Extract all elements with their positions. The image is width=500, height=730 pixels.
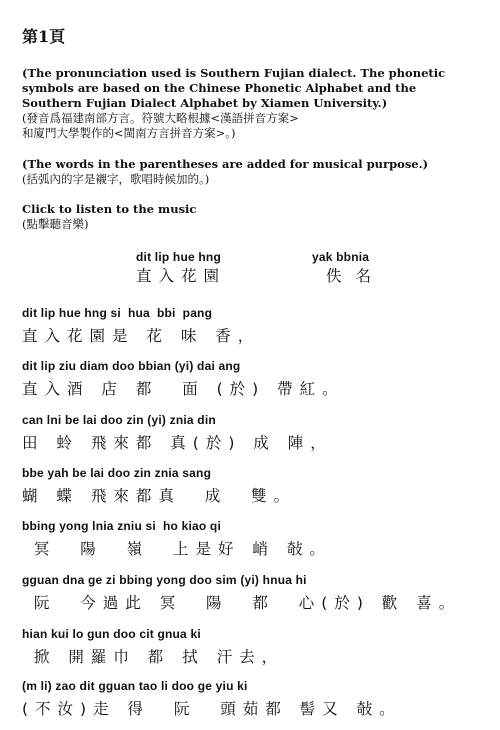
lyric-pinyin: hian kui lo gun doo cit gnua ki xyxy=(22,627,201,641)
lyric-pinyin: gguan dna ge zi bbing yong doo sim (yi) hnua hi xyxy=(22,573,307,587)
song-title-han: 直入花園 xyxy=(136,267,227,285)
lyric-line xyxy=(22,413,333,453)
pronunciation-note-en-1: (The pronunciation used is Southern Fujian dialect. The phonetic xyxy=(22,66,446,80)
lyric-line xyxy=(22,466,296,506)
parentheses-note-en: (The words in the parentheses are added for musical purpose.) xyxy=(22,157,429,171)
pronunciation-note xyxy=(22,66,445,141)
lyric-han: 掀 開羅巾 都 拭 汗去， xyxy=(22,648,285,666)
lyric-han: 直入酒 店 都 面 (於) 帶紅。 xyxy=(22,380,345,398)
lyric-han: (不汝)走 得 阮 頭茹都 髻又 敧。 xyxy=(22,700,402,718)
lyric-han: 蝴 蝶 飛來都真 成 雙。 xyxy=(22,487,297,505)
pronunciation-note-cn-1: (發音爲福建南部方言。符號大略根據<漢語拼音方案> xyxy=(22,111,299,125)
song-author xyxy=(312,250,385,286)
lyric-pinyin: bbing yong lnia zniu si ho kiao qi xyxy=(22,519,221,533)
lyric-pinyin: bbe yah be lai doo zin znia sang xyxy=(22,466,212,480)
lyric-line xyxy=(22,679,402,719)
lyric-pinyin: dit lip hue hng si hua bbi pang xyxy=(22,306,213,320)
parentheses-note-cn: (括弧內的字是襯字，歌唱時候加的。) xyxy=(22,172,210,186)
lyric-han: 阮 今過此 冥 陽 都 心(於) 歡 喜。 xyxy=(22,594,462,612)
lyric-line xyxy=(22,573,461,613)
lyric-han: 直入花園是 花 味 香， xyxy=(22,327,261,345)
pronunciation-note-en-3: Southern Fujian Dialect Alphabet by Xiamen University.) xyxy=(22,96,388,110)
song-author-pinyin: yak bbnia xyxy=(312,250,370,264)
lyric-han: 冥 陽 嶺 上是好 峭 敧。 xyxy=(22,540,332,558)
lyric-pinyin: (m li) zao dit gguan tao li doo ge yiu ki xyxy=(22,679,248,693)
pronunciation-note-cn-2: 和廈門大學製作的<閩南方言拼音方案>。) xyxy=(22,126,236,140)
lyric-han: 田 蛉 飛來都 真(於) 成 陣， xyxy=(22,434,333,452)
pronunciation-note-en-2: symbols are based on the Chinese Phonetic Alphabet and the xyxy=(22,81,417,95)
lyric-line xyxy=(22,627,284,667)
page-number: 第1頁 xyxy=(22,27,66,46)
song-author-han: 佚名 xyxy=(326,267,386,285)
song-title xyxy=(136,250,226,286)
lyric-pinyin: can lni be lai doo zin (yi) znia din xyxy=(22,413,216,427)
parentheses-note xyxy=(22,157,428,187)
lyric-pinyin: dit lip ziu diam doo bbian (yi) dai ang xyxy=(22,359,241,373)
lyric-line xyxy=(22,306,260,346)
song-title-pinyin: dit lip hue hng xyxy=(136,250,221,264)
lyric-line xyxy=(22,519,332,559)
listen-music-link-cn[interactable]: (點擊聽音樂) xyxy=(22,217,89,231)
listen-music-link[interactable]: Click to listen to the music xyxy=(22,202,197,216)
listen-block xyxy=(22,202,196,232)
lyric-line xyxy=(22,359,345,399)
